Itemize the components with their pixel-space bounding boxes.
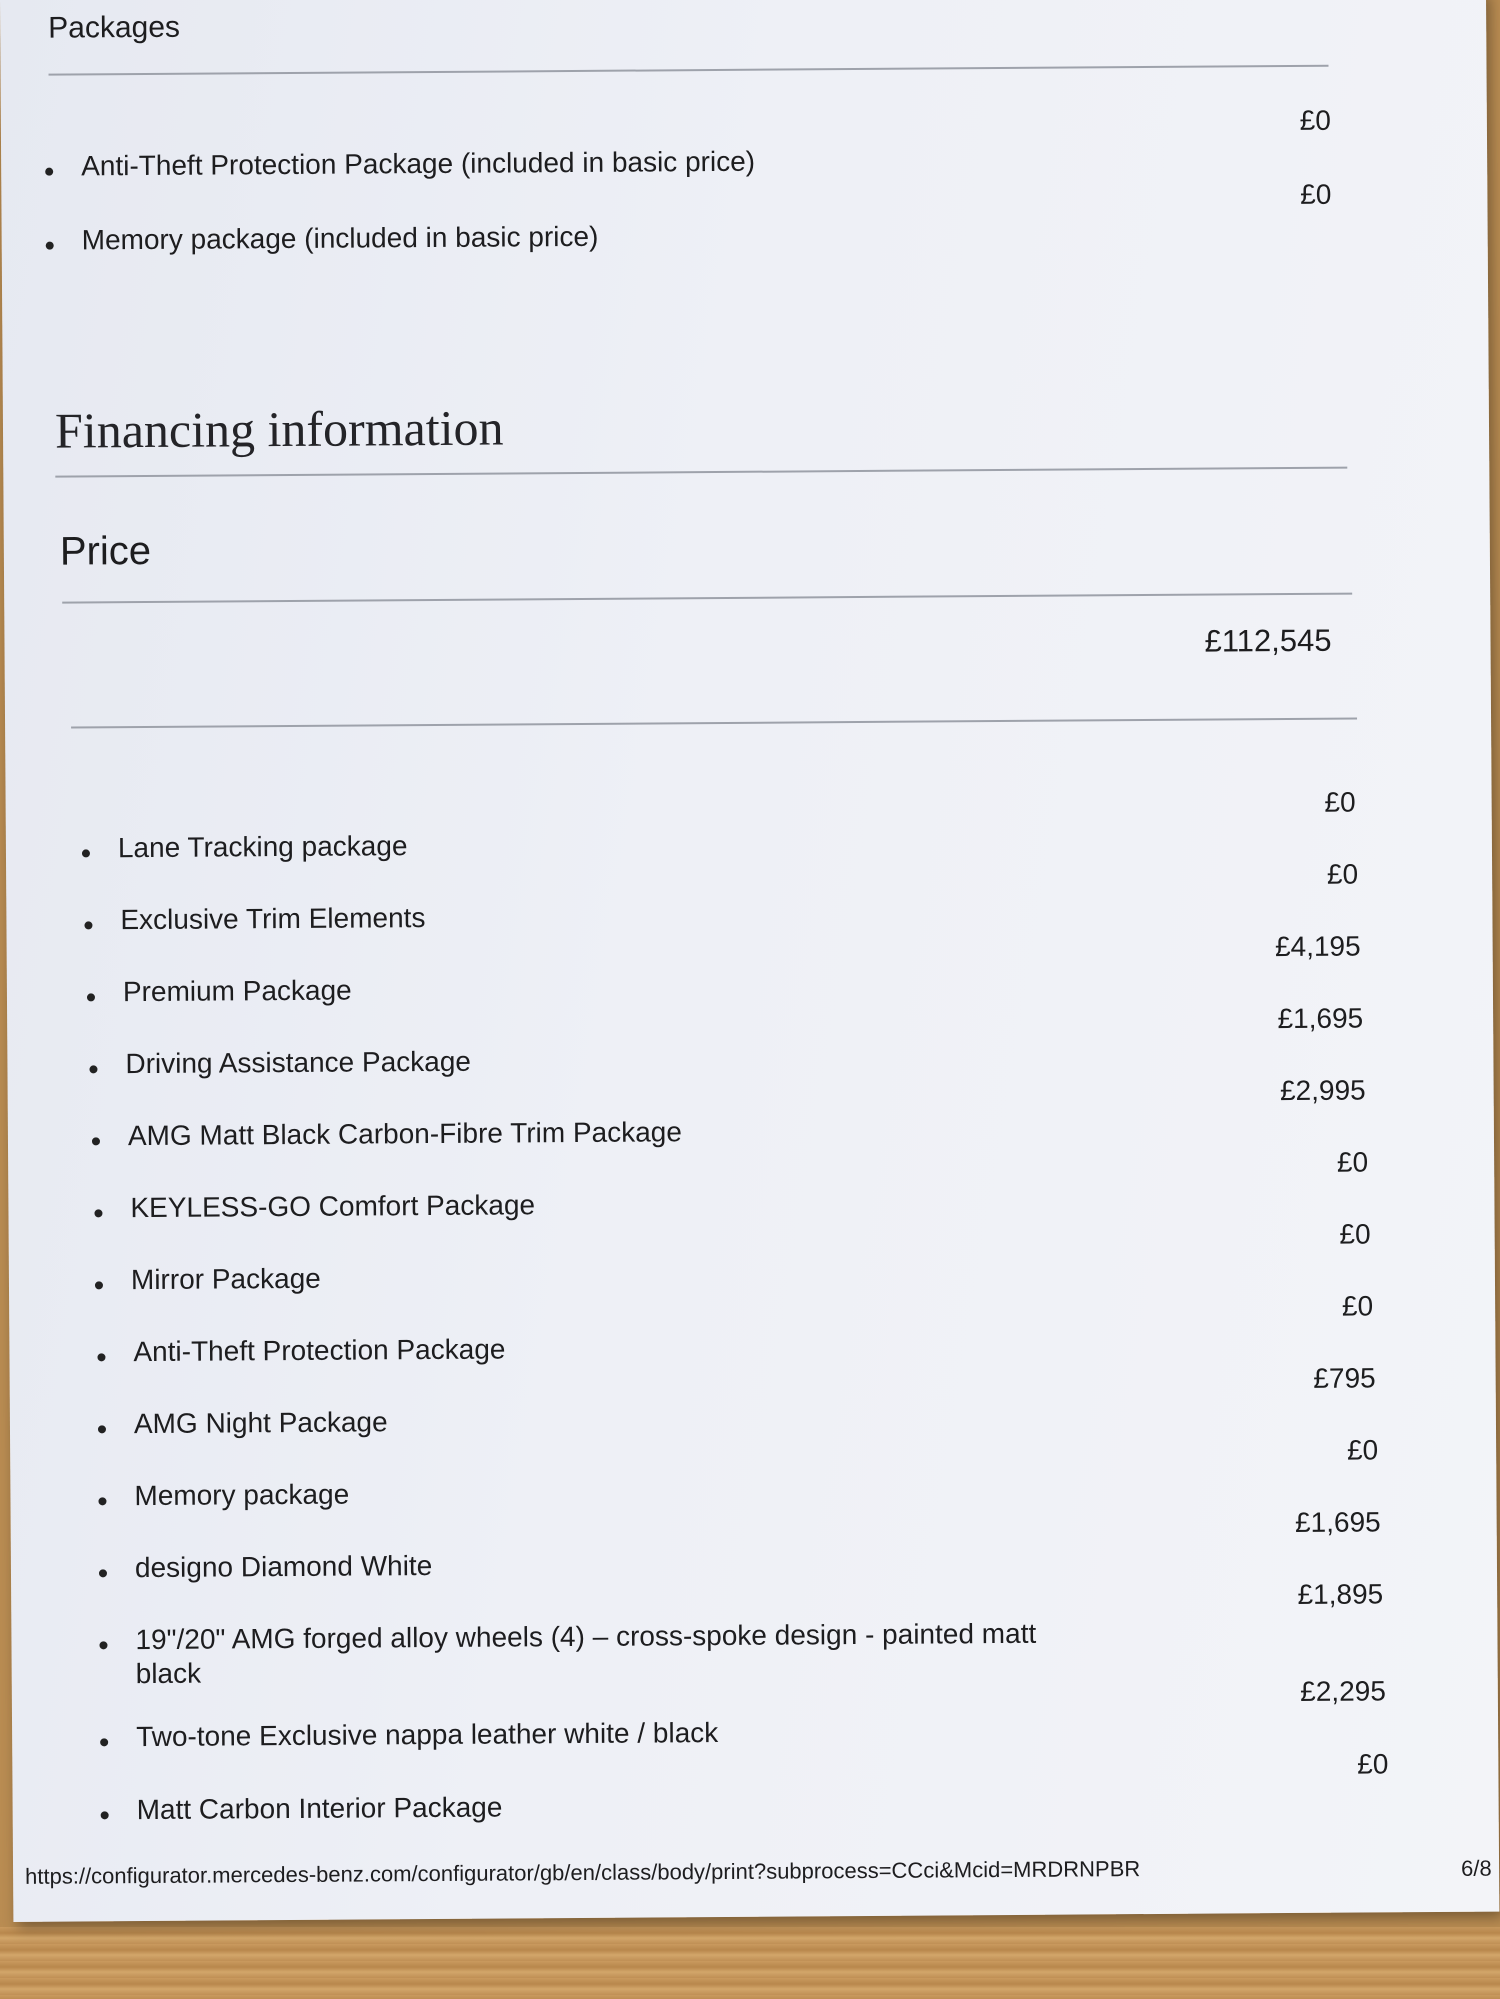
- packages-heading: Packages: [48, 10, 181, 45]
- bullet: [92, 1137, 100, 1145]
- list-item: [8, 1074, 1408, 1154]
- bullet: [99, 1641, 107, 1649]
- financing-divider: [55, 467, 1347, 478]
- bullet: [101, 1811, 109, 1819]
- bullet: [82, 849, 90, 857]
- item-label: AMG Matt Black Carbon-Fibre Trim Package: [127, 1116, 682, 1152]
- list-item: [1, 104, 1401, 184]
- list-item: [10, 1434, 1410, 1514]
- list-item: [11, 1578, 1411, 1694]
- item-label: Exclusive Trim Elements: [120, 902, 426, 936]
- list-item: [11, 1506, 1411, 1586]
- wooden-table-surface: [0, 1927, 1500, 1999]
- bullet: [98, 1425, 106, 1433]
- item-price: £0: [1336, 1146, 1369, 1178]
- footer-url: https://configurator.mercedes-benz.com/configurator/gb/en/class/body/print?subprocess=CCci&Mcid=MRDRNPBR: [25, 1856, 1141, 1889]
- item-label: Driving Assistance Package: [125, 1045, 472, 1080]
- bullet: [87, 993, 95, 1001]
- item-label: Premium Package: [122, 974, 352, 1008]
- price-heading: Price: [59, 528, 152, 574]
- list-item: [6, 858, 1406, 938]
- item-label: Matt Carbon Interior Package: [136, 1791, 503, 1826]
- bullet: [84, 921, 92, 929]
- item-label: Memory package: [134, 1478, 350, 1512]
- bullet: [99, 1569, 107, 1577]
- item-label: Two-tone Exclusive nappa leather white / black: [136, 1717, 719, 1753]
- bullet: [94, 1209, 102, 1217]
- list-item: [7, 1002, 1407, 1082]
- bullet: [100, 1738, 108, 1746]
- item-label: Memory package (included in basic price): [81, 220, 599, 256]
- list-item: [2, 178, 1402, 258]
- page-number: 6/8: [1460, 1855, 1492, 1881]
- item-label: Mirror Package: [130, 1262, 321, 1296]
- item-price: £0: [1341, 1290, 1374, 1322]
- item-price: £2,995: [1279, 1074, 1366, 1107]
- item-price: £0: [1324, 786, 1356, 818]
- list-item: [12, 1748, 1412, 1828]
- item-label: KEYLESS-GO Comfort Package: [130, 1189, 536, 1224]
- list-item: [7, 930, 1407, 1010]
- list-item: [12, 1675, 1412, 1755]
- item-price: £0: [1299, 104, 1331, 136]
- list-item: [9, 1218, 1409, 1298]
- item-price: £795: [1313, 1362, 1376, 1394]
- list-item: [8, 1146, 1408, 1226]
- list-item: [9, 1290, 1409, 1370]
- item-price: £4,195: [1274, 930, 1361, 963]
- item-price: £0: [1346, 1434, 1379, 1466]
- item-label: AMG Night Package: [133, 1406, 388, 1440]
- item-price: £2,295: [1300, 1675, 1386, 1707]
- item-price: £0: [1300, 178, 1332, 210]
- list-item: [6, 786, 1406, 866]
- list-item: [10, 1362, 1410, 1442]
- item-price: £0: [1357, 1748, 1389, 1780]
- bullet: [89, 1065, 97, 1073]
- financing-heading: Financing information: [54, 399, 504, 459]
- bullet: [95, 1281, 103, 1289]
- bullet: [97, 1353, 105, 1361]
- price-divider: [62, 593, 1352, 604]
- item-price: £1,895: [1297, 1578, 1384, 1610]
- item-label-continued: black: [135, 1657, 202, 1690]
- item-label: 19"/20" AMG forged alloy wheels (4) – cross-spoke design - painted matt: [135, 1617, 1037, 1656]
- total-price: £112,545: [1204, 622, 1332, 659]
- total-divider: [71, 718, 1357, 729]
- bullet: [45, 168, 53, 176]
- item-label: Anti-Theft Protection Package (included in basic price): [81, 145, 756, 182]
- bullet: [98, 1497, 106, 1505]
- item-label: Lane Tracking package: [117, 830, 408, 864]
- packages-divider: [49, 65, 1329, 76]
- item-price: £0: [1339, 1218, 1371, 1250]
- item-price: £1,695: [1277, 1002, 1364, 1035]
- item-price: £1,695: [1294, 1506, 1381, 1538]
- bullet: [46, 242, 54, 250]
- item-price: £0: [1326, 858, 1359, 890]
- item-label: designo Diamond White: [134, 1550, 433, 1584]
- item-label: Anti-Theft Protection Package: [133, 1333, 506, 1368]
